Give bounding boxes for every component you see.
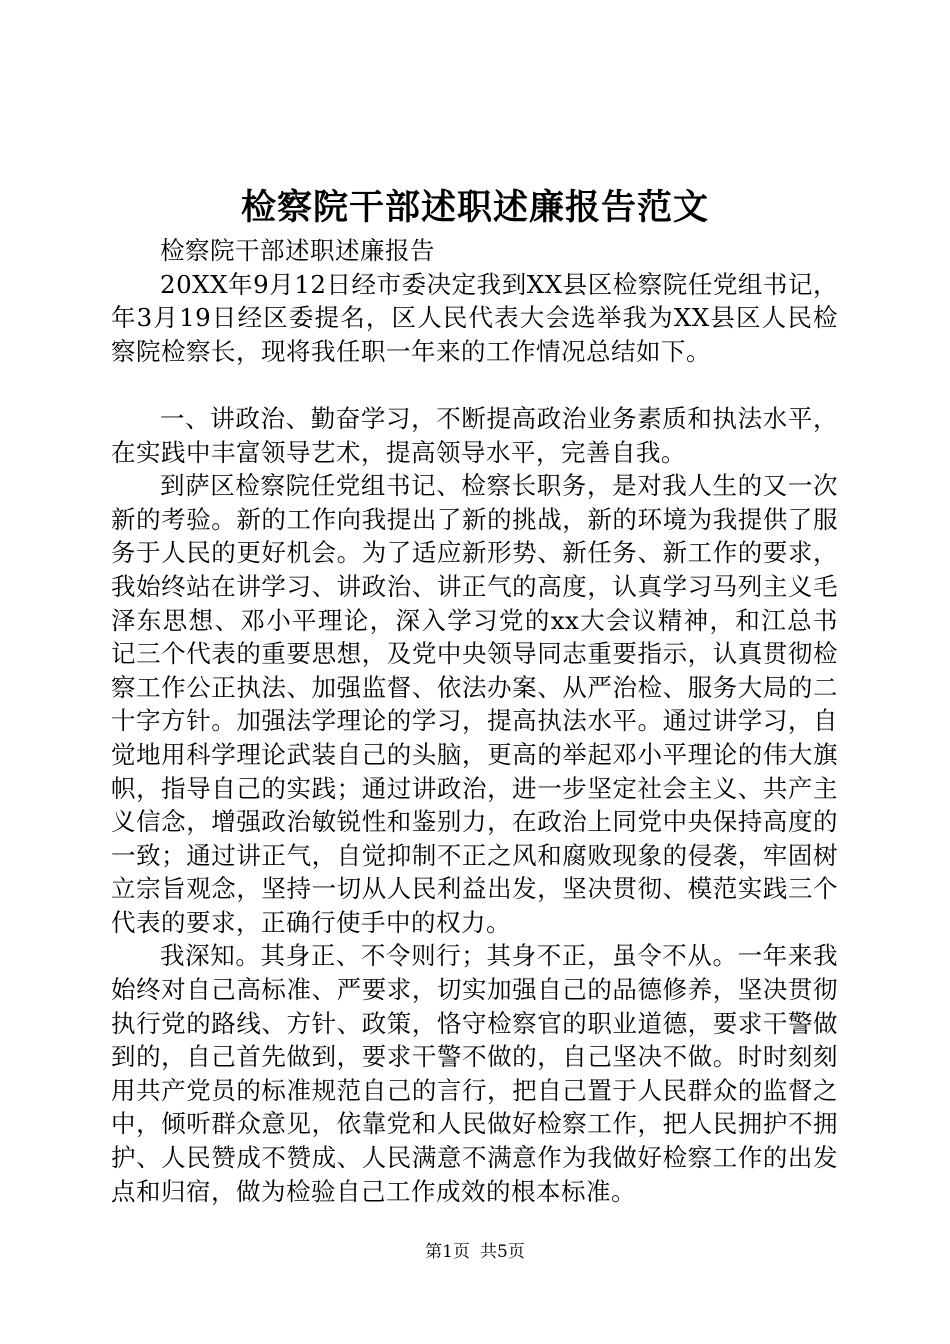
document-title: 检察院干部述职述廉报告范文: [240, 187, 709, 228]
page-footer: [0, 1240, 950, 1264]
page-number: 第1页: [425, 1242, 470, 1262]
document-body: [111, 234, 838, 1208]
paragraph-self-discipline: 我深知。其身正、不令则行；其身不正，虽令不从。一年来我始终对自己高标准、严要求，切实加强自己的品德修养，坚决贯彻执行党的路线、方针、政策，恪守检察官的职业道德，要求干警做到的，自己首先做到，要求干警不做的，自己坚决不做。时时刻刻用共产党员的标准规范自己的言行，把自己置于人民群众的监督之中，倾听群众意见，依靠党和人民做好检察工作，把人民拥护不拥护、人民赞成不赞成、人民满意不满意作为我做好检察工作的出发点和归宿，做为检验自己工作成效的根本标准。: [111, 941, 838, 1206]
page-total: 共5页: [480, 1242, 525, 1262]
paragraph-study: 到萨区检察院任党组书记、检察长职务，是对我人生的又一次新的考验。新的工作向我提出了新的挑战，新的环境为我提供了服务于人民的更好机会。为了适应新形势、新任务、新工作的要求，我始终站在讲学习、讲政治、讲正气的高度，认真学习马列主义毛泽东思想、邓小平理论，深入学习党的xx大会议精神，和江总书记三个代表的重要思想，及党中央领导同志重要指示，认真贯彻检察工作公正执法、加强监督、依法办案、从严治检、服务大局的二十字方针。加强法学理论的学习，提高执法水平。通过讲学习，自觉地用科学理论武装自己的头脑，更高的举起邓小平理论的伟大旗帜，指导自己的实践；通过讲政治，进一步坚定社会主义、共产主义信念，增强政治敏锐性和鉴别力，在政治上同党中央保持高度的一致；通过讲正气，自觉抑制不正之风和腐败现象的侵袭，牢固树立宗旨观念，坚持一切从人民利益出发，坚决贯彻、模范实践三个代表的要求，正确行使手中的权力。: [111, 471, 838, 937]
report-heading: 检察院干部述职述廉报告: [160, 236, 435, 265]
paragraph-intro: 20XX年9月12日经市委决定我到XX县区检察院任党组书记，年3月19日经区委提名，区人民代表大会选举我为XX县区人民检察院检察长，现将我任职一年来的工作情况总结如下。: [111, 269, 838, 366]
section-heading-one: 一、讲政治、勤奋学习，不断提高政治业务素质和执法水平，在实践中丰富领导艺术，提高领导水平，完善自我。: [111, 403, 838, 467]
